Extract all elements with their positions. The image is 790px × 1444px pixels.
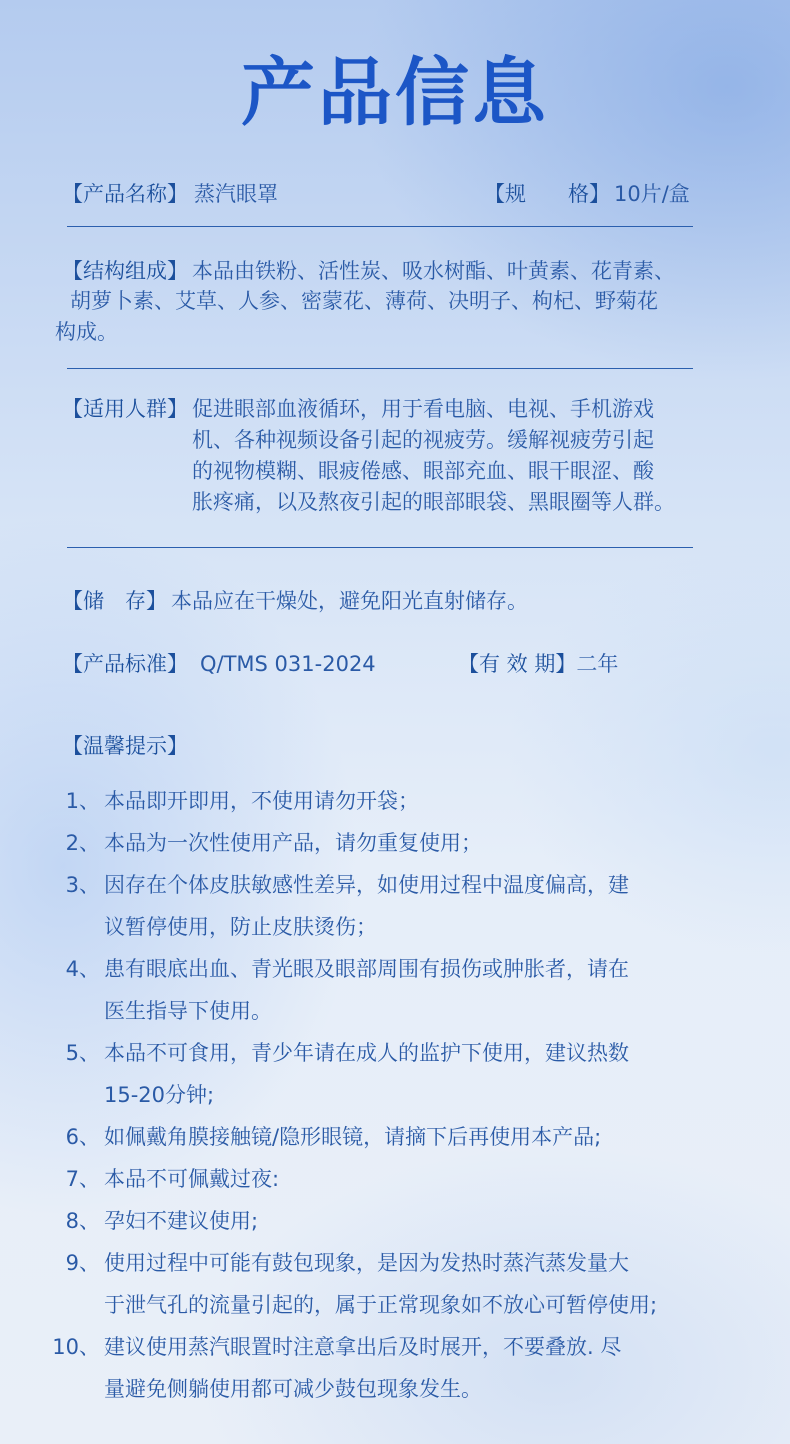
- applicable-line: 胀疼痛，以及熬夜引起的眼部眼袋、黑眼圈等人群。: [192, 490, 675, 514]
- applicable-line: 的视物模糊、眼疲倦感、眼部充血、眼干眼涩、酸: [192, 459, 654, 483]
- tip-number: 2、: [65, 831, 100, 855]
- tip-number: 1、: [65, 789, 100, 813]
- page-title: 产品信息: [241, 50, 549, 136]
- applicable-line: 机、各种视频设备引起的视疲劳。缓解视疲劳引起: [192, 428, 654, 452]
- composition-line: 构成。: [55, 320, 118, 344]
- tip-line: 如佩戴角膜接触镜/隐形眼镜，请摘下后再使用本产品;: [104, 1125, 602, 1149]
- applicable-label: 【适用人群】: [62, 397, 188, 421]
- standard-label: 【产品标准】: [62, 652, 188, 676]
- spec-row: [484, 179, 690, 209]
- storage-row: [62, 586, 528, 616]
- validity-value: 二年: [576, 652, 619, 676]
- tip-number: 9、: [65, 1251, 100, 1275]
- tip-line: 本品不可食用，青少年请在成人的监护下使用，建议热数: [104, 1041, 629, 1065]
- tip-number: 5、: [65, 1041, 100, 1065]
- composition-line: 胡萝卜素、艾草、人参、密蒙花、薄荷、决明子、枸杞、野菊花: [70, 289, 658, 313]
- storage-value: 本品应在干燥处，避免阳光直射储存。: [171, 589, 528, 613]
- tip-line: 使用过程中可能有鼓包现象，是因为发热时蒸汽蒸发量大: [104, 1251, 629, 1275]
- tip-number: 8、: [65, 1209, 100, 1233]
- applicable-line: 促进眼部血液循环，用于看电脑、电视、手机游戏: [192, 397, 654, 421]
- tip-line: 因存在个体皮肤敏感性差异，如使用过程中温度偏高，建: [104, 873, 629, 897]
- tip-number: 4、: [65, 957, 100, 981]
- divider: [67, 226, 693, 227]
- standard-value: Q/TMS 031-2024: [200, 652, 376, 676]
- composition-label: 【结构组成】: [62, 259, 188, 283]
- validity-label: 【有 效 期】: [458, 652, 577, 676]
- tip-line: 建议使用蒸汽眼置时注意拿出后及时展开，不要叠放. 尽: [104, 1335, 622, 1359]
- tip-number: 10、: [52, 1335, 100, 1359]
- tip-line: 医生指导下使用。: [104, 999, 272, 1023]
- tip-line: 本品不可佩戴过夜:: [104, 1167, 280, 1191]
- tip-number: 6、: [65, 1125, 100, 1149]
- tip-line: 本品即开即用，不使用请勿开袋；: [104, 789, 419, 813]
- product-name-label: 【产品名称】: [62, 182, 188, 206]
- product-name-value: 蒸汽眼罩: [194, 182, 278, 206]
- tip-number: 7、: [65, 1167, 100, 1191]
- validity-row: [458, 649, 618, 679]
- tip-number: 3、: [65, 873, 100, 897]
- spec-label: 【规 格】: [484, 182, 610, 206]
- tip-line: 于泄气孔的流量引起的，属于正常现象如不放心可暂停使用;: [104, 1293, 658, 1317]
- tip-line: 量避免侧躺使用都可减少鼓包现象发生。: [104, 1377, 482, 1401]
- tip-line: 本品为一次性使用产品，请勿重复使用；: [104, 831, 482, 855]
- product-name-row: [62, 179, 278, 209]
- tip-line: 孕妇不建议使用;: [104, 1209, 259, 1233]
- storage-label: 【储 存】: [62, 589, 167, 613]
- composition-line: 本品由铁粉、活性炭、吸水树酯、叶黄素、花青素、: [192, 259, 675, 283]
- spec-value: 10片/盒: [614, 182, 690, 206]
- tips-heading: 【温馨提示】: [62, 734, 188, 758]
- standard-row: [62, 649, 376, 679]
- tip-line: 议暂停使用，防止皮肤烫伤；: [104, 915, 377, 939]
- tip-line: 15-20分钟;: [104, 1083, 215, 1107]
- divider: [67, 547, 693, 548]
- divider: [67, 368, 693, 369]
- tip-line: 患有眼底出血、青光眼及眼部周围有损伤或肿胀者，请在: [104, 957, 629, 981]
